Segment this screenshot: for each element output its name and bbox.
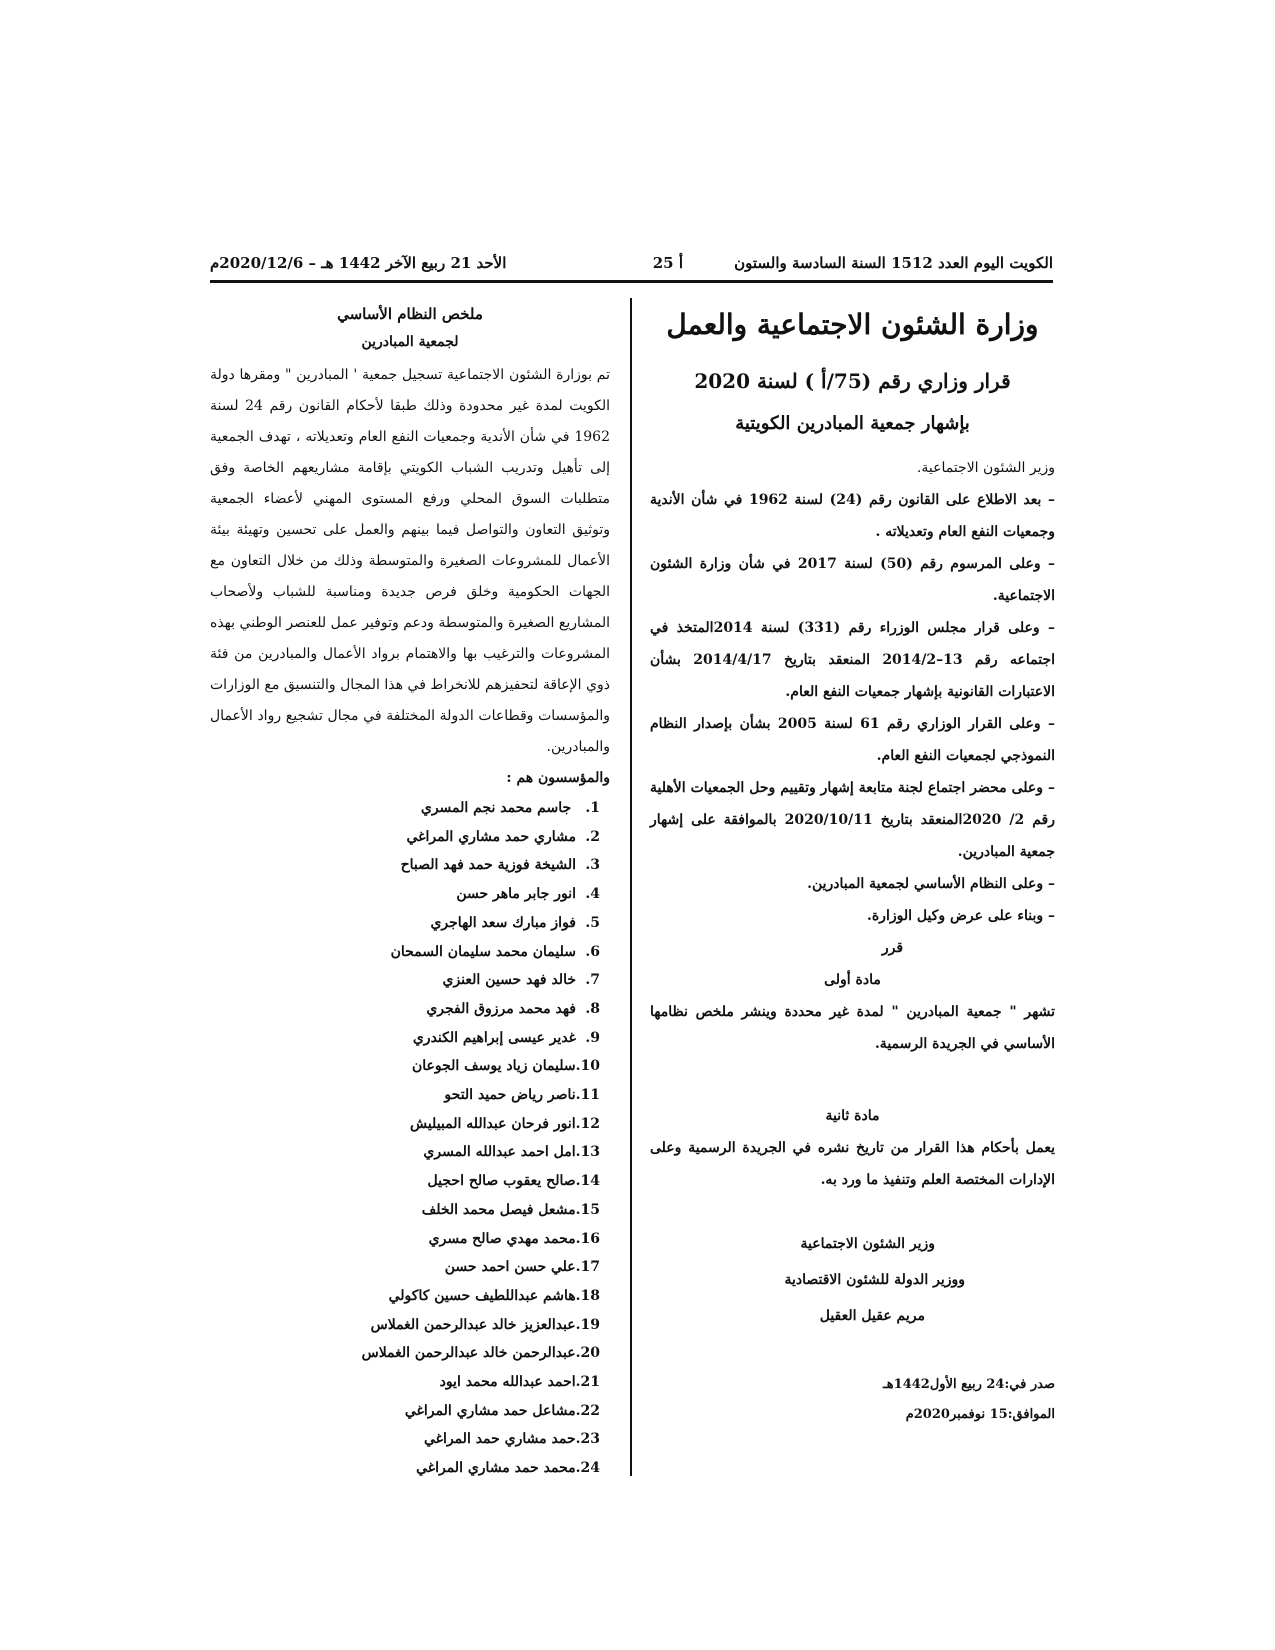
founder-item: 7.خالد فهد حسين العنزي [442, 972, 600, 989]
summary-subtitle: لجمعية المبادرين [361, 334, 459, 350]
decision-subject: بإشهار جمعية المبادرين الكويتية [735, 413, 970, 434]
decided-label: قرر [881, 940, 904, 956]
ministry-title: وزارة الشئون الاجتماعية والعمل [666, 308, 1039, 341]
founder-item: 24.محمد حمد مشاري المراغي [416, 1460, 600, 1477]
founder-item: 23.حمد مشاري حمد المراغي [423, 1431, 600, 1448]
article-1-text: تشهر " جمعية المبادرين " لمدة غير محددة وينشر ملخص نظامها الأساسي في الجريدة الرسمية. [650, 1004, 1055, 1052]
signature-title-1: وزير الشئون الاجتماعية [800, 1236, 935, 1252]
founder-item: 22.مشاعل حمد مشاري المراغي [404, 1402, 600, 1419]
article-1-label: مادة أولى [824, 972, 881, 988]
column-divider [630, 298, 632, 1476]
header-issue: الكويت اليوم العدد 1512 السنة السادسة والستون [734, 254, 1053, 272]
header-page-number: أ 25 [652, 254, 683, 272]
founder-item: 21.احمد عبدالله محمد ايود [439, 1374, 600, 1391]
summary-title: ملخص النظام الأساسي [337, 305, 483, 323]
article-2-text: يعمل بأحكام هذا القرار من تاريخ نشره في الجريدة الرسمية وعلى الإدارات المختصة العلم وتنفيذ ما ورد به. [650, 1140, 1055, 1188]
founder-item: 15.مشعل فيصل محمد الخلف [421, 1201, 600, 1218]
founder-item: 6.سليمان محمد سليمان السمحان [390, 943, 600, 960]
signature-block [650, 1226, 1055, 1334]
founders-label: والمؤسسون هم : [506, 770, 610, 786]
preamble-undersecretary: – وبناء على عرض وكيل الوزارة. [866, 908, 1055, 924]
preamble-ministerial-decision-61: – وعلى القرار الوزاري رقم 61 لسنة 2005 بشأن بإصدار النظام النموذجي لجمعيات النفع العام. [650, 716, 1056, 764]
founder-item: 1. جاسم محمد نجم المسري [420, 800, 600, 816]
preamble-minister: وزير الشئون الاجتماعية. [916, 460, 1055, 476]
preamble-decree-50: – وعلى المرسوم رقم (50) لسنة 2017 في شأن وزارة الشئون الاجتماعية. [650, 556, 1055, 604]
decision-title: قرار وزاري رقم (75/أ ) لسنة 2020 [694, 369, 1011, 393]
founder-item: 9.غدير عيسى إبراهيم الكندري [412, 1029, 600, 1046]
founder-item: 5.فواز مبارك سعد الهاجري [430, 914, 600, 931]
summary-column [210, 300, 610, 1483]
preamble-cabinet-decision: – وعلى قرار مجلس الوزراء رقم (331) لسنة 2014المتخذ في اجتماعه رقم 13–2014/2 المنعقد بتاريخ 2014/4/17 بشأن الاعتبارات القانونية بإشهار جمعيات النفع العام. [650, 620, 1055, 700]
founder-item: 3.الشيخة فوزية حمد فهد الصباح [400, 857, 600, 874]
founder-item: 20.عبدالرحمن خالد عبدالرحمن الغملاس [361, 1345, 600, 1362]
founder-item: 10.سليمان زياد يوسف الجوعان [411, 1058, 600, 1075]
founders-list [210, 794, 610, 1483]
founder-item: 18.هاشم عبداللطيف حسين كاكولي [388, 1287, 600, 1304]
signature-title-2: ووزير الدولة للشئون الاقتصادية [784, 1272, 965, 1288]
founder-item: 11.ناصر رياض حميد التحو [444, 1087, 600, 1104]
preamble-law-24: – بعد الاطلاع على القانون رقم (24) لسنة 1962 في شأن الأندية وجمعيات النفع العام وتعديلاته . [650, 492, 1055, 540]
issue-date-block [650, 1370, 1055, 1430]
founder-item: 17.علي حسن احمد حسن [444, 1259, 600, 1276]
article-2-label: مادة ثانية [825, 1108, 880, 1124]
issued-hijri: صدر في:24 ربيع الأول1442هـ [882, 1377, 1055, 1392]
founder-item: 14.صالح يعقوب صالح احجيل [427, 1173, 600, 1190]
founder-item: 4.انور جابر ماهر حسن [456, 886, 600, 903]
summary-body: تم بوزارة الشئون الاجتماعية تسجيل جمعية ' المبادرين " ومقرها دولة الكويت لمدة غير محدودة وذلك طبقا لأحكام القانون رقم 24 لسنة 1962 في شأن الأندية وجمعيات النفع العام وتعديلاته ، تهدف الجمعية إلى تأهيل وتدريب الشباب الكويتي بإقامة مشاريعهم الخاصة وفق متطلبات السوق المحلي ورفع المستوى المهني لأعضاء الجمعية وتوثيق التعاون والتواصل فيما بينهم والعمل على تحسين وتهيئة بيئة الأعمال للمشروعات الصغيرة والمتوسطة وذلك من خلال التعاون مع الجهات الحكومية وخلق فرص جديدة ومناسبة للشباب ولأصحاب المشاريع الصغيرة والمتوسطة ودعم وتوفير عمل للعنصر الوطني بهذه المشروعات والترغيب بها والاهتمام برواد الأعمال والمبادرين من فئة ذوي الإعاقة لتحفيزهم للانخراط في هذا المجال والتنسيق مع الوزارات والمؤسسات وقطاعات الدولة المختلفة في مجال تشجيع رواد الأعمال والمبادرين. [210, 367, 611, 755]
founder-item: 12.انور فرحان عبدالله المبيليش [409, 1115, 600, 1132]
preamble-committee-minutes: – وعلى محضر اجتماع لجنة متابعة إشهار وتقييم وحل الجمعيات الأهلية رقم 2/ 2020المنعقد بتاريخ 2020/10/11 بالموافقة على إشهار جمعية المبادرين. [650, 780, 1055, 860]
founder-item: 13.امل احمد عبدالله المسري [423, 1144, 600, 1161]
running-header [210, 250, 1053, 283]
founder-item: 8.فهد محمد مرزوق الفجري [426, 1000, 600, 1017]
header-date: الأحد 21 ربيع الآخر 1442 هـ – 2020/12/6م [210, 254, 507, 272]
preamble-bylaws: – وعلى النظام الأساسي لجمعية المبادرين. [807, 876, 1055, 892]
founder-item: 19.عبدالعزيز خالد عبدالرحمن الغملاس [370, 1316, 600, 1333]
signature-name: مريم عقيل العقيل [819, 1308, 925, 1324]
decision-column [650, 300, 1055, 1430]
issued-gregorian: الموافق:15 نوفمبر2020م [905, 1407, 1055, 1422]
founder-item: 2.مشاري حمد مشاري المراغي [406, 828, 600, 845]
founder-item: 16.محمد مهدي صالح مسري [428, 1230, 600, 1247]
